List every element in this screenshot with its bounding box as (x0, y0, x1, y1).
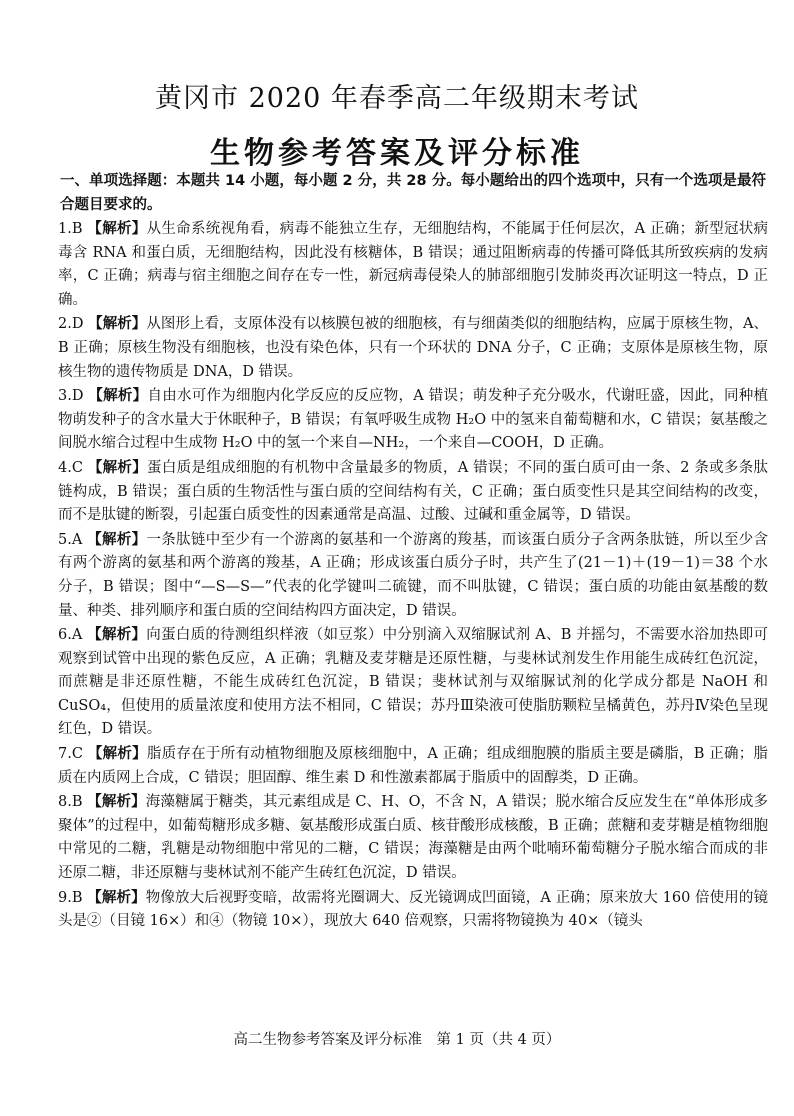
answer-item (58, 742, 768, 790)
analysis-tag: 【解析】 (87, 888, 146, 906)
answer-item (58, 456, 768, 528)
page-title: 黄冈市 2020 年春季高二年级期末考试 (155, 83, 639, 114)
answer-number: 6.A (58, 627, 83, 644)
page-footer: 高二生物参考答案及评分标准 第 1 页（共 4 页） (233, 1032, 561, 1048)
answer-number: 7.C (58, 746, 83, 763)
answer-text: 从生命系统视角看，病毒不能独立生存，无细胞结构，不能属于任何层次，A 正确；新型冠状病毒含 RNA 和蛋白质，无细胞结构，因此没有核糖体，B 错误；通过阻断病毒的传播可降低其所致疾病的发病率，C 正确；病毒与宿主细胞之间存在专一性，新冠病毒侵染人的肺部细胞引发肺炎再次证明这一特点，D 正确。 (58, 221, 769, 308)
answer-item (58, 623, 768, 742)
analysis-tag: 【解析】 (87, 626, 147, 644)
answer-text: 向蛋白质的待测组织样液（如豆浆）中分别滴入双缩脲试剂 A、B 并摇匀，不需要水浴加热即可观察到试管中出现的紫色反应，A 正确；乳糖及麦芽糖是还原性糖，与斐林试剂发生作用能生成砖红色沉淀，而蔗糖是非还原性糖，不能生成砖红色沉淀，B 错误；斐林试剂与双缩脲试剂的化学成分都是 NaOH 和 CuSO₄，但使用的质量浓度和使用方法不相同，C 错误；苏丹Ⅲ染液可使脂肪颗粒呈橘黄色，苏丹Ⅳ染色呈现红色，D 错误。 (58, 627, 769, 738)
answer-item (58, 217, 768, 312)
answer-text: 从图形上看，支原体没有以核膜包被的细胞核，有与细菌类似的细胞结构，应属于原核生物，A、B 正确；原核生物没有细胞核，也没有染色体，只有一个环状的 DNA 分子，C 正确；支原体是原核生物，原核生物的遗传物质是 DNA，D 错误。 (58, 316, 769, 380)
analysis-tag: 【解析】 (87, 458, 148, 476)
answer-number: 8.B (58, 794, 83, 811)
answer-number: 3.D (58, 388, 84, 405)
answer-text: 物像放大后视野变暗，故需将光圈调大、反光镜调成凹面镜，A 正确；原来放大 160 倍使用的镜头是②（目镜 16×）和④（物镜 10×），现放大 640 倍观察，只需将物镜换为 40×（镜头 (58, 889, 769, 930)
section-heading: 一、单项选择题：本题共 14 小题，每小题 2 分，共 28 分。每小题给出的四个选项中，只有一个选项是最符合题目要求的。 (60, 173, 766, 213)
answer-text: 自由水可作为细胞内化学反应的反应物，A 错误；萌发种子充分吸水，代谢旺盛，因此，同种植物萌发种子的含水量大于休眠种子，B 错误；有氧呼吸生成物 H₂O 中的氢来自葡萄糖和水，C 错误；氨基酸之间脱水缩合过程中生成物 H₂O 中的氢一个来自—NH₂，一个来自—COOH，D 正确。 (58, 388, 769, 452)
answer-item (58, 312, 768, 384)
answer-number: 2.D (58, 316, 84, 333)
analysis-tag: 【解析】 (87, 220, 147, 237)
answer-number: 1.B (58, 221, 83, 237)
answer-number: 9.B (58, 889, 83, 906)
answer-item (58, 384, 768, 456)
analysis-tag: 【解析】 (87, 530, 147, 548)
answer-text: 蛋白质是组成细胞的有机物中含量最多的物质，A 错误；不同的蛋白质可由一条、2 条或多条肽链构成，B 错误；蛋白质的生物活性与蛋白质的空间结构有关，C 正确；蛋白质变性只是其空间结构的改变，而不是肽键的断裂，引起蛋白质变性的因素通常是高温、过酸、过碱和重金属等，D 错误。 (58, 459, 769, 524)
answer-text: 一条肽链中至少有一个游离的氨基和一个游离的羧基，而该蛋白质分子含两条肽链，所以至少含有两个游离的氨基和两个游离的羧基，A 正确；形成该蛋白质分子时，共产生了(21－1)＋(19－1)＝38 个水分子，B 错误；图中“—S—S—”代表的化学键叫二硫键，而不叫肽键，C 错误；蛋白质的功能由氨基酸的数量、种类、排列顺序和蛋白质的空间结构四方面决定，D 错误。 (58, 531, 769, 619)
answer-number: 5.A (58, 531, 83, 548)
answer-item (58, 886, 768, 934)
analysis-tag: 【解析】 (88, 315, 147, 333)
answer-text: 海藻糖属于糖类，其元素组成是 C、H、O，不含 N，A 错误；脱水缩合反应发生在“单体形成多聚体”的过程中，如葡萄糖形成多糖、氨基酸形成蛋白质、核苷酸形成核酸，B 正确；蔗糖和麦芽糖是植物细胞中常见的二糖，乳糖是动物细胞中常见的二糖，C 错误；海藻糖是由两个吡喃环葡萄糖分子脱水缩合而成的非还原二糖，非还原糖与斐林试剂不能产生砖红色沉淀，D 错误。 (58, 794, 769, 882)
answer-list (58, 217, 768, 934)
page-subtitle: 生物参考答案及评分标准 (210, 136, 584, 171)
answer-number: 4.C (58, 459, 83, 476)
analysis-tag: 【解析】 (87, 793, 146, 811)
analysis-tag: 【解析】 (88, 387, 148, 405)
analysis-tag: 【解析】 (87, 745, 147, 763)
answer-item (58, 790, 768, 885)
answer-item (58, 528, 768, 623)
answer-text: 脂质存在于所有动植物细胞及原核细胞中，A 正确；组成细胞膜的脂质主要是磷脂，B 正确；脂质在内质网上合成，C 错误；胆固醇、维生素 D 和性激素都属于脂质中的固醇类，D 正确。 (58, 746, 769, 786)
